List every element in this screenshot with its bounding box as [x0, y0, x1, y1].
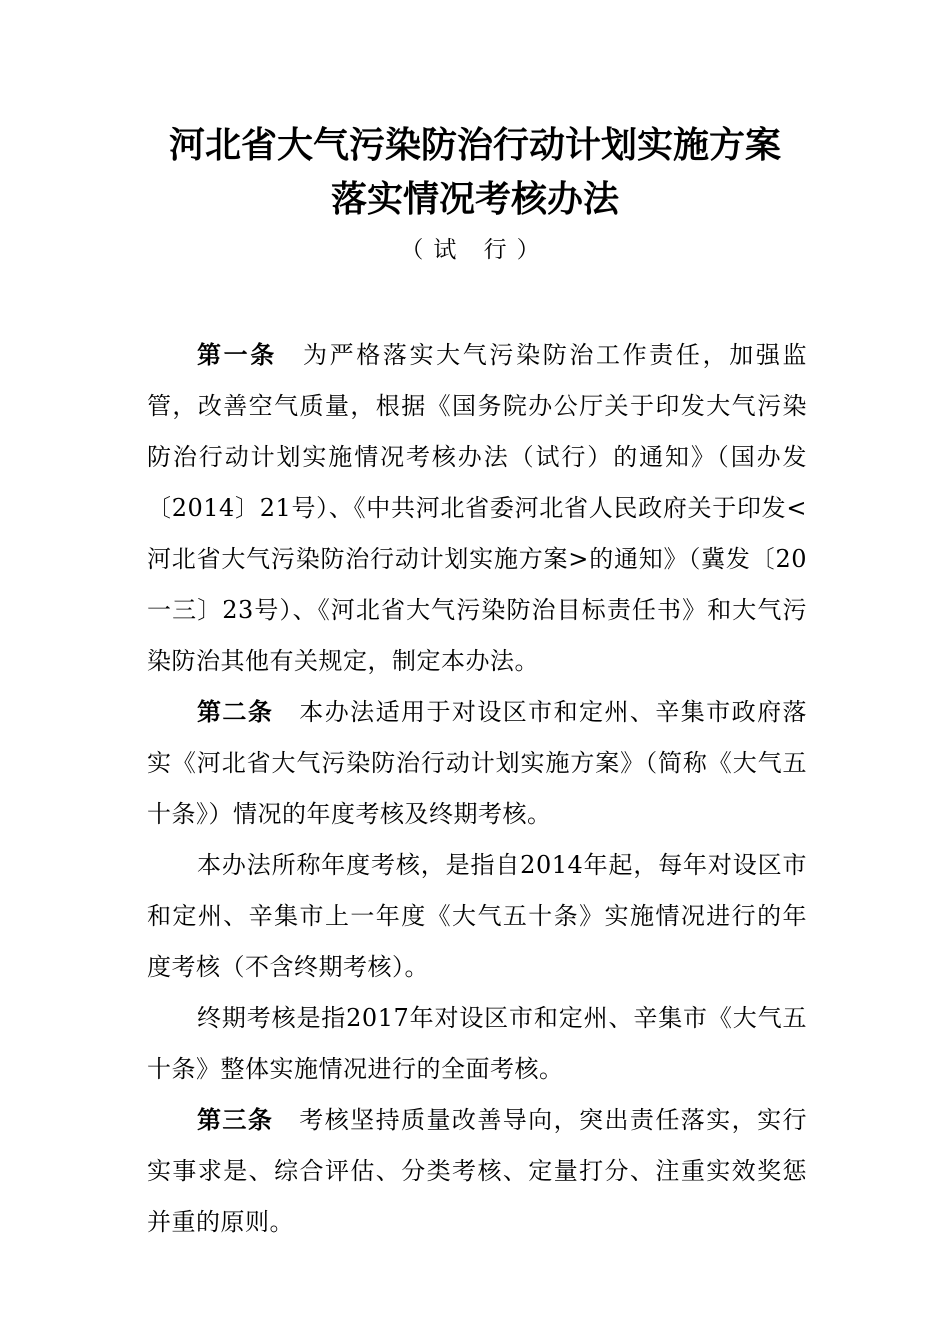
article-3-heading: 第三条 [197, 1106, 274, 1134]
document-title-line-2: 落实情况考核办法 [330, 179, 619, 220]
article-1-text: 为严格落实大气污染防治工作责任，加强监管，改善空气质量，根据《国务院办公厅关于印发大气污染防治行动计划实施情况考核办法（试行）的通知》（国办发〔2014〕21号）、《中共河北省委河北省人民政府关于印发<河北省大气污染防治行动计划实施方案>的通知》（冀发〔20一三〕23号）、《河北省大气污染防治目标责任书》和大气污染防治其他有关规定，制定本办法。 [147, 341, 808, 675]
article-3-paragraph [147, 1095, 807, 1248]
article-2-text: 本办法适用于对设区市和定州、辛集市政府落实《河北省大气污染防治行动计划实施方案》（简称《大气五十条》）情况的年度考核及终期考核。 [147, 698, 807, 828]
article-2-paragraph [147, 687, 807, 840]
final-assessment-paragraph [147, 993, 807, 1095]
final-assessment-text: 终期考核是指2017年对设区市和定州、辛集市《大气五十条》整体实施情况进行的全面考核。 [147, 1004, 807, 1083]
annual-assessment-paragraph [147, 840, 807, 993]
article-3-text: 考核坚持质量改善导向，突出责任落实，实行实事求是、综合评估、分类考核、定量打分、注重实效奖惩并重的原则。 [147, 1106, 807, 1236]
article-2-heading: 第二条 [197, 698, 274, 726]
document-subtitle: （试 行） [400, 237, 550, 263]
article-1-heading: 第一条 [197, 341, 277, 369]
document-body [147, 330, 807, 1248]
annual-assessment-text: 本办法所称年度考核，是指自2014年起，每年对设区市和定州、辛集市上一年度《大气五十条》实施情况进行的年度考核（不含终期考核）。 [147, 851, 807, 981]
document-title-line-1: 河北省大气污染防治行动计划实施方案 [168, 125, 781, 166]
article-1-paragraph [147, 330, 807, 687]
